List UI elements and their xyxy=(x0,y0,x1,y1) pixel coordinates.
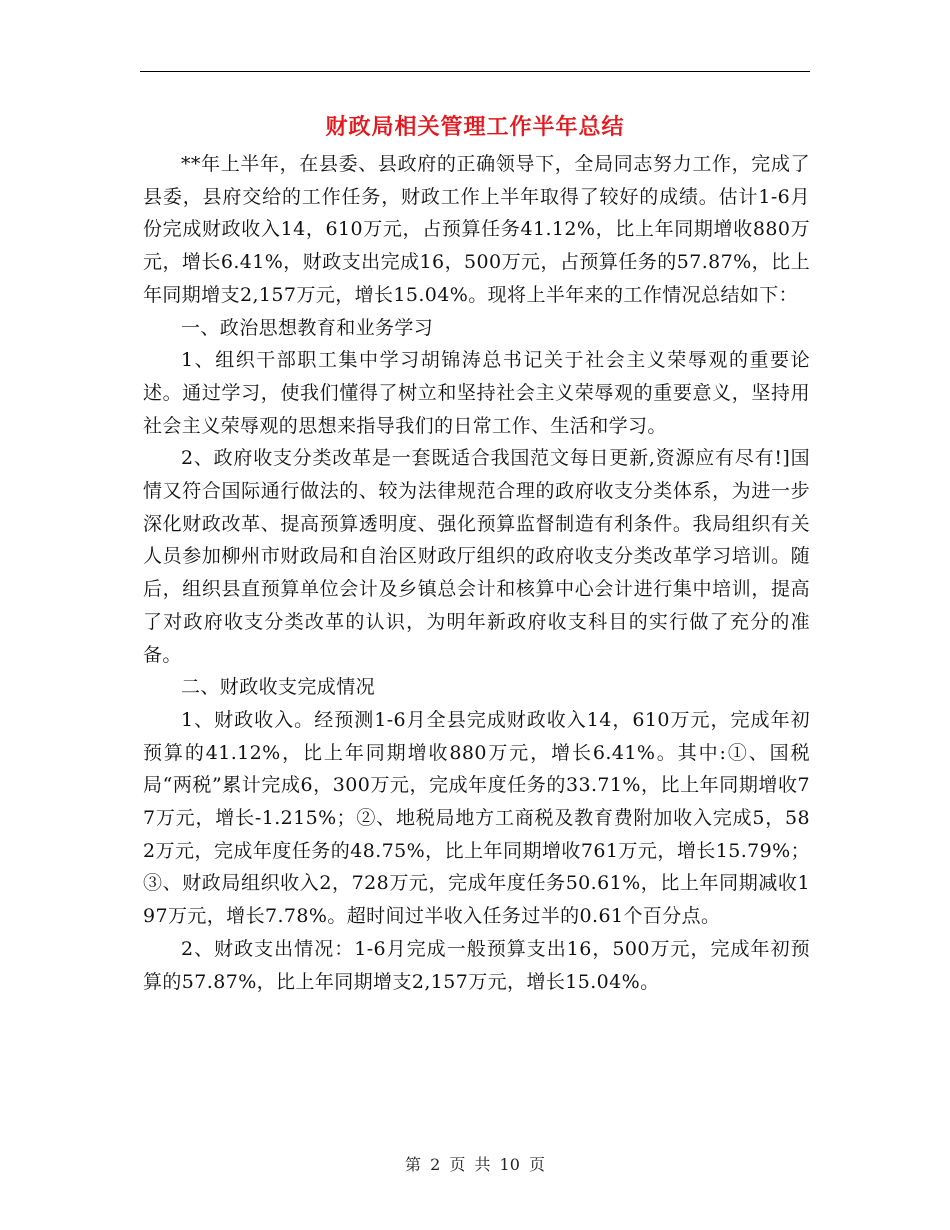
intro-paragraph: **年上半年，在县委、县政府的正确领导下，全局同志努力工作，完成了县委，县府交给的工作任务，财政工作上半年取得了较好的成绩。估计1-6月份完成财政收入14，610万元，占预算任务41.12%，比上年同期增收880万元，增长6.41%，财政支出完成16，500万元，占预算任务的57.87%，比上年同期增支2,157万元，增长15.04%。现将上半年来的工作情况总结如下： xyxy=(143,153,810,306)
paragraph-study: 1、组织干部职工集中学习胡锦涛总书记关于社会主义荣辱观的重要论述。通过学习，使我们懂得了树立和坚持社会主义荣辱观的重要意义，坚持用社会主义荣辱观的思想来指导我们的日常工作、生活和学习。 xyxy=(143,349,810,437)
page-number: 第 2 页 共 10 页 xyxy=(405,1155,545,1174)
paragraph-revenue: 1、财政收入。经预测1-6月全县完成财政收入14，610万元，完成年初预算的41.12%，比上年同期增收880万元，增长6.41%。其中:①、国税局“两税”累计完成6，300万元，完成年度任务的33.71%，比上年同期增收77万元，增长-1.215%；②、地税局地方工商税及教育费附加收入完成5，582万元，完成年度任务的48.75%，比上年同期增收761万元，增长15.79%；③、财政局组织收入2，728万元，完成年度任务50.61%，比上年同期减收197万元，增长7.78%。超时间过半收入任务过半的0.61个百分点。 xyxy=(143,708,810,928)
document-title: 财政局相关管理工作半年总结 xyxy=(325,114,625,140)
document-body xyxy=(143,148,810,998)
header-rule xyxy=(140,71,810,72)
section-heading-politics: 一、政治思想教育和业务学习 xyxy=(181,316,434,339)
paragraph-reform: 2、政府收支分类改革是一套既适合我国范文每日更新,资源应有尽有!]国情又符合国际通行做法的、较为法律规范合理的政府收支分类体系，为进一步深化财政改革、提高预算透明度、强化预算监督制造有利条件。我局组织有关人员参加柳州市财政局和自治区财政厅组织的政府收支分类改革学习培训。随后，组织县直预算单位会计及乡镇总会计和核算中心会计进行集中培训，提高了对政府收支分类改革的认识，为明年新政府收支科目的实行做了充分的准备。 xyxy=(143,447,810,666)
paragraph-expenditure: 2、财政支出情况：1-6月完成一般预算支出16，500万元，完成年初预算的57.87%，比上年同期增支2,157万元，增长15.04%。 xyxy=(143,937,810,993)
section-heading-finance: 二、财政收支完成情况 xyxy=(181,676,376,699)
